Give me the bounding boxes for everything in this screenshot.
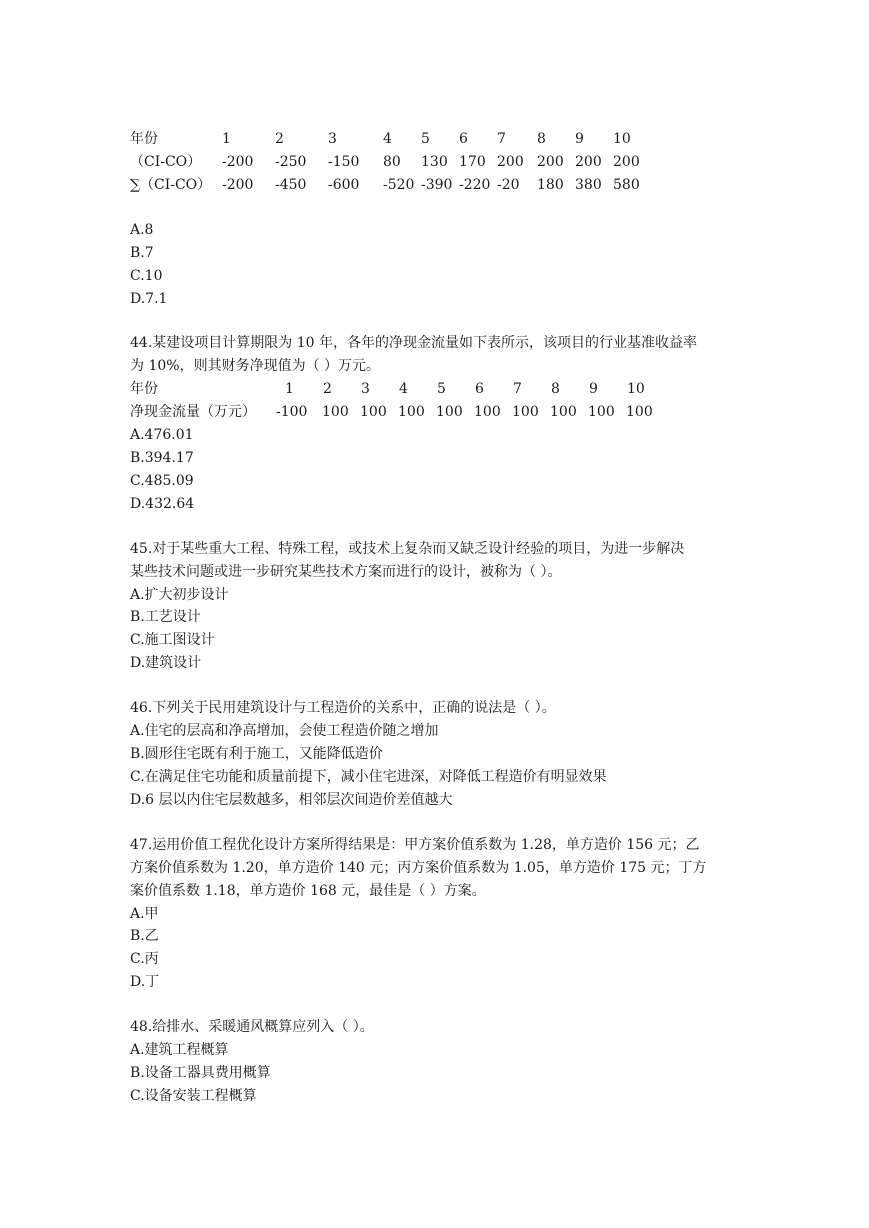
table-cell: -450 — [275, 177, 307, 193]
option-a: A.扩大初步设计 — [130, 587, 229, 603]
table-cell: 100 — [360, 404, 387, 420]
table-cell: 580 — [613, 177, 640, 193]
option-a: A.甲 — [130, 906, 159, 922]
table-cell: 100 — [550, 404, 577, 420]
option-c: C.设备安装工程概算 — [130, 1088, 257, 1104]
option-a: A.476.01 — [130, 427, 194, 443]
table-header-cell: 5 — [421, 131, 430, 147]
option-c: C.施工图设计 — [130, 632, 215, 648]
table-header-cell: 3 — [361, 381, 370, 397]
table-cell: -100 — [276, 404, 308, 420]
option-d: D.建筑设计 — [130, 655, 202, 671]
option-a: A.8 — [130, 222, 154, 238]
table-header-cell: 6 — [459, 131, 468, 147]
table-header-cell: 8 — [537, 131, 546, 147]
option-a: A.建筑工程概算 — [130, 1042, 229, 1058]
option-c: C.在满足住宅功能和质量前提下，减小住宅进深，对降低工程造价有明显效果 — [130, 769, 607, 785]
table-header-cell: 6 — [475, 381, 484, 397]
table-cell: 80 — [383, 154, 401, 170]
table-header-cell: 9 — [589, 381, 598, 397]
question-47-stem-cont: 方案价值系数为 1.20，单方造价 140 元；丙方案价值系数为 1.05，单方造价 175 元；丁方 — [130, 860, 707, 876]
table-cell: 200 — [613, 154, 640, 170]
table-cell: 100 — [626, 404, 653, 420]
question-45-stem: 45.对于某些重大工程、特殊工程，或技术上复杂而又缺乏设计经验的项目，为进一步解决 — [130, 541, 685, 557]
table-cell: -250 — [275, 154, 307, 170]
table-cell: 100 — [436, 404, 463, 420]
table-cell: 100 — [474, 404, 501, 420]
option-a: A.住宅的层高和净高增加，会使工程造价随之增加 — [130, 723, 439, 739]
table-cell: -220 — [459, 177, 491, 193]
option-d: D.7.1 — [130, 291, 168, 307]
table-header-cell: 7 — [497, 131, 506, 147]
option-d: D.丁 — [130, 974, 160, 990]
table-header-year: 年份 — [130, 381, 158, 397]
table-header-cell: 2 — [323, 381, 332, 397]
option-d: D.432.64 — [130, 496, 195, 512]
option-b: B.工艺设计 — [130, 609, 201, 625]
table-cell: -520 — [383, 177, 415, 193]
table-cell: -600 — [328, 177, 360, 193]
option-d: D.6 层以内住宅层数越多，相邻层次间造价差值越大 — [130, 792, 453, 808]
question-46-stem: 46.下列关于民用建筑设计与工程造价的关系中，正确的说法是（ ）。 — [130, 700, 556, 716]
table-header-cell: 7 — [513, 381, 522, 397]
table-cell: -200 — [222, 154, 254, 170]
option-b: B.乙 — [130, 928, 159, 944]
table-header-cell: 5 — [437, 381, 446, 397]
question-44-stem-cont: 为 10%，则其财务净现值为（ ）万元。 — [130, 358, 381, 374]
table-header-cell: 10 — [613, 131, 631, 147]
table-header-cell: 4 — [383, 131, 392, 147]
option-b: B.394.17 — [130, 450, 194, 466]
table-header-year: 年份 — [130, 131, 158, 147]
option-c: C.丙 — [130, 951, 159, 967]
table-header-cell: 4 — [399, 381, 408, 397]
option-c: C.10 — [130, 268, 163, 284]
table-cell: 100 — [322, 404, 349, 420]
option-c: C.485.09 — [130, 473, 194, 489]
table-cell: 100 — [512, 404, 539, 420]
table-header-cell: 1 — [222, 131, 231, 147]
option-b: B.圆形住宅既有利于施工，又能降低造价 — [130, 746, 383, 762]
table-row-label: 净现金流量（万元） — [130, 404, 256, 420]
option-b: B.7 — [130, 245, 154, 261]
table-header-cell: 1 — [285, 381, 294, 397]
question-45-stem-cont: 某些技术问题或进一步研究某些技术方案而进行的设计，被称为（ ）。 — [130, 564, 562, 580]
table-cell: -20 — [497, 177, 520, 193]
question-47-stem: 47.运用价值工程优化设计方案所得结果是：甲方案价值系数为 1.28，单方造价 156 元；乙 — [130, 837, 700, 853]
option-b: B.设备工器具费用概算 — [130, 1065, 271, 1081]
table-cell: 130 — [421, 154, 448, 170]
table-header-cell: 8 — [551, 381, 560, 397]
table-row-label: ∑（CI-CO） — [130, 177, 212, 193]
table-cell: -150 — [328, 154, 360, 170]
table-row-label: （CI-CO） — [130, 154, 202, 170]
table-cell: 200 — [537, 154, 564, 170]
question-48-stem: 48.给排水、采暖通风概算应列入（ ）。 — [130, 1019, 374, 1035]
table-cell: 170 — [459, 154, 486, 170]
table-header-cell: 2 — [275, 131, 284, 147]
table-cell: -390 — [421, 177, 453, 193]
table-header-cell: 3 — [328, 131, 337, 147]
question-47-stem-cont: 案价值系数 1.18，单方造价 168 元，最佳是（ ）方案。 — [130, 883, 486, 899]
table-header-cell: 9 — [575, 131, 584, 147]
table-cell: 380 — [575, 177, 602, 193]
table-cell: 100 — [398, 404, 425, 420]
table-cell: 200 — [575, 154, 602, 170]
question-44-stem: 44.某建设项目计算期限为 10 年，各年的净现金流量如下表所示，该项目的行业基准收益率 — [130, 335, 697, 351]
table-cell: -200 — [222, 177, 254, 193]
table-header-cell: 10 — [627, 381, 645, 397]
table-cell: 200 — [497, 154, 524, 170]
table-cell: 180 — [537, 177, 564, 193]
table-cell: 100 — [588, 404, 615, 420]
